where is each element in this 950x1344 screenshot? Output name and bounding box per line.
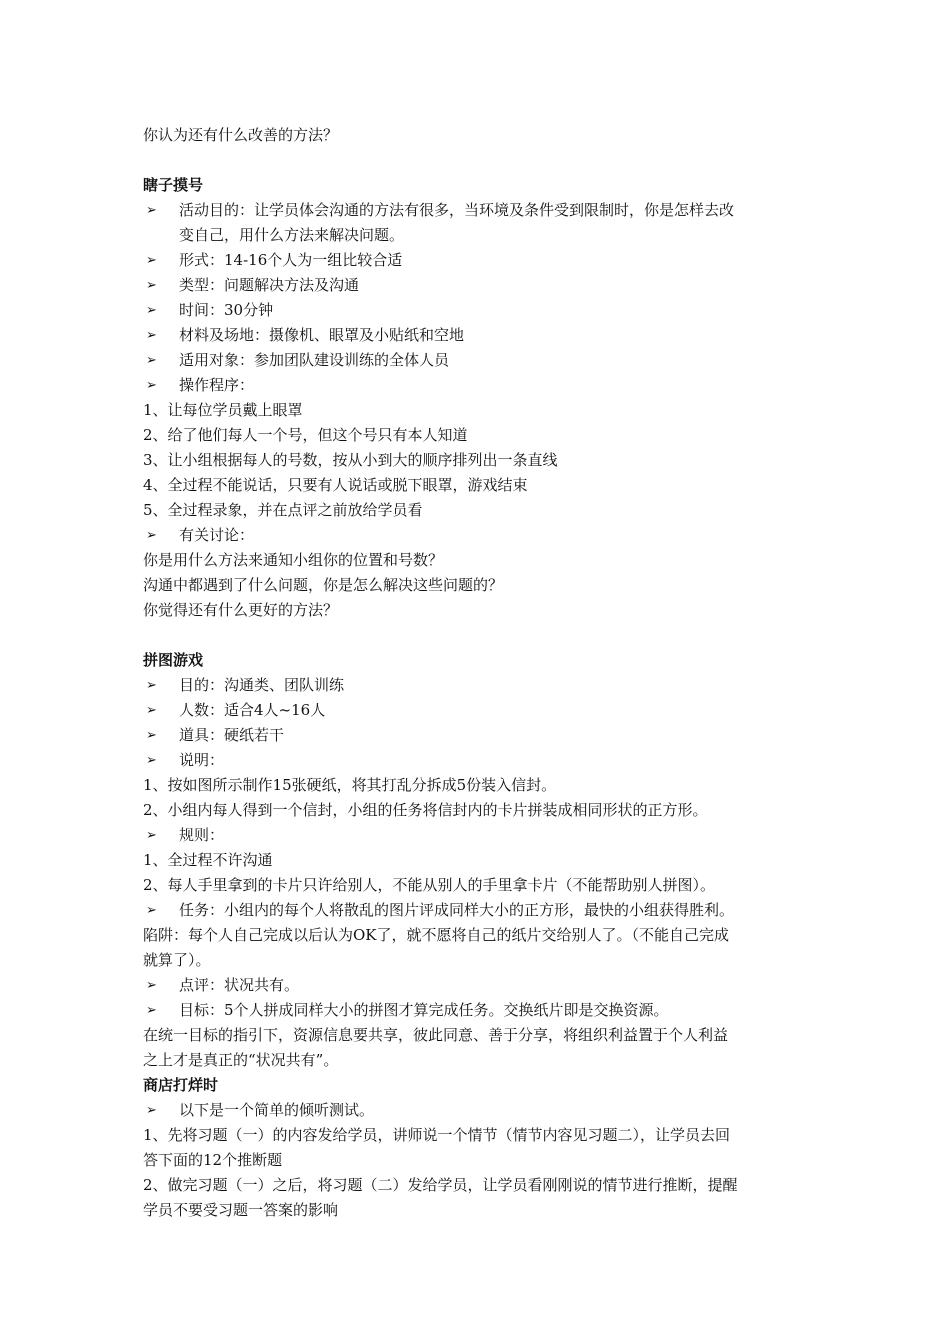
arrow-bullet-icon: ➢ [146, 1003, 157, 1018]
arrow-bullet-icon: ➢ [146, 203, 157, 218]
arrow-bullet-icon: ➢ [146, 303, 157, 318]
bullet-item: ➢ 规则： [143, 823, 813, 848]
step-line: 5、全过程录象，并在点评之前放给学员看 [143, 501, 423, 519]
shop-line: 1、先将习题（一）的内容发给学员，讲师说一个情节（情节内容见习题二），让学员去回 [143, 1126, 731, 1144]
bullet-item: ➢ 目标：5个人拼成同样大小的拼图才算完成任务。交换纸片即是交换资源。 [143, 998, 813, 1023]
arrow-bullet-icon: ➢ [146, 978, 157, 993]
bullet-item: ➢ 形式：14-16个人为一组比较合适 [143, 248, 813, 273]
document-page [143, 123, 813, 1223]
trap-line: 陷阱：每个人自己完成以后认为OK了，就不愿将自己的纸片交给别人了。（不能自己完成 [143, 926, 730, 944]
bullet-item: ➢ 任务：小组内的每个人将散乱的图片评成同样大小的正方形，最快的小组获得胜利。 [143, 898, 813, 923]
bullet-item: ➢ 点评：状况共有。 [143, 973, 813, 998]
bullet-item: ➢ 以下是一个简单的倾听测试。 [143, 1098, 813, 1123]
summary-line: 之上才是真正的“状况共有”。 [143, 1051, 339, 1069]
bullet-item: ➢ 有关讨论： [143, 523, 813, 548]
section-title-puzzle: 拼图游戏 [143, 651, 204, 669]
shop-line: 答下面的12个推断题 [143, 1151, 283, 1169]
step-line: 4、全过程不能说话，只要有人说话或脱下眼罩，游戏结束 [143, 476, 528, 494]
bullet-item: ➢ 时间：30分钟 [143, 298, 813, 323]
arrow-bullet-icon: ➢ [146, 378, 157, 393]
bullet-item: ➢ 目的：沟通类、团队训练 [143, 673, 813, 698]
explain-line: 1、按如图所示制作15张硬纸，将其打乱分拆成5份装入信封。 [143, 776, 557, 794]
arrow-bullet-icon: ➢ [146, 353, 157, 368]
bullet-item: ➢ 材料及场地：摄像机、眼罩及小贴纸和空地 [143, 323, 813, 348]
bullet-continuation: 变自己，用什么方法来解决问题。 [179, 226, 405, 244]
bullet-item: ➢ 人数：适合4人~16人 [143, 698, 813, 723]
rule-line: 1、全过程不许沟通 [143, 851, 273, 869]
discussion-question: 沟通中都遇到了什么问题，你是怎么解决这些问题的？ [143, 576, 504, 594]
bullet-item: ➢ 道具：硬纸若干 [143, 723, 813, 748]
bullet-item: ➢ 适用对象：参加团队建设训练的全体人员 [143, 348, 813, 373]
shop-line: 学员不要受习题一答案的影响 [143, 1201, 339, 1219]
arrow-bullet-icon: ➢ [146, 253, 157, 268]
arrow-bullet-icon: ➢ [146, 278, 157, 293]
arrow-bullet-icon: ➢ [146, 728, 157, 743]
arrow-bullet-icon: ➢ [146, 528, 157, 543]
arrow-bullet-icon: ➢ [146, 1103, 157, 1118]
arrow-bullet-icon: ➢ [146, 678, 157, 693]
bullet-item: ➢ 活动目的：让学员体会沟通的方法有很多，当环境及条件受到限制时，你是怎样去改 [143, 198, 813, 223]
step-line: 2、给了他们每人一个号，但这个号只有本人知道 [143, 426, 468, 444]
arrow-bullet-icon: ➢ [146, 328, 157, 343]
bullet-item: ➢ 类型：问题解决方法及沟通 [143, 273, 813, 298]
explain-line: 2、小组内每人得到一个信封，小组的任务将信封内的卡片拼装成相同形状的正方形。 [143, 801, 708, 819]
discussion-question: 你是用什么方法来通知小组你的位置和号数？ [143, 551, 444, 569]
summary-line: 在统一目标的指引下，资源信息要共享，彼此同意、善于分享，将组织利益置于个人利益 [143, 1026, 729, 1044]
section-title-blindfold: 瞎子摸号 [143, 176, 204, 194]
step-line: 3、让小组根据每人的号数，按从小到大的顺序排列出一条直线 [143, 451, 558, 469]
step-line: 1、让每位学员戴上眼罩 [143, 401, 303, 419]
bullet-item: ➢ 说明： [143, 748, 813, 773]
arrow-bullet-icon: ➢ [146, 703, 157, 718]
rule-line: 2、每人手里拿到的卡片只许给别人，不能从别人的手里拿卡片（不能帮助别人拼图）。 [143, 876, 716, 894]
intro-question: 你认为还有什么改善的方法？ [143, 126, 339, 144]
shop-line: 2、做完习题（一）之后，将习题（二）发给学员，让学员看刚刚说的情节进行推断，提醒 [143, 1176, 738, 1194]
section-title-shop: 商店打烊时 [143, 1076, 219, 1094]
arrow-bullet-icon: ➢ [146, 753, 157, 768]
arrow-bullet-icon: ➢ [146, 828, 157, 843]
discussion-question: 你觉得还有什么更好的方法？ [143, 601, 339, 619]
trap-line: 就算了）。 [143, 951, 211, 969]
arrow-bullet-icon: ➢ [146, 903, 157, 918]
bullet-item: ➢ 操作程序： [143, 373, 813, 398]
